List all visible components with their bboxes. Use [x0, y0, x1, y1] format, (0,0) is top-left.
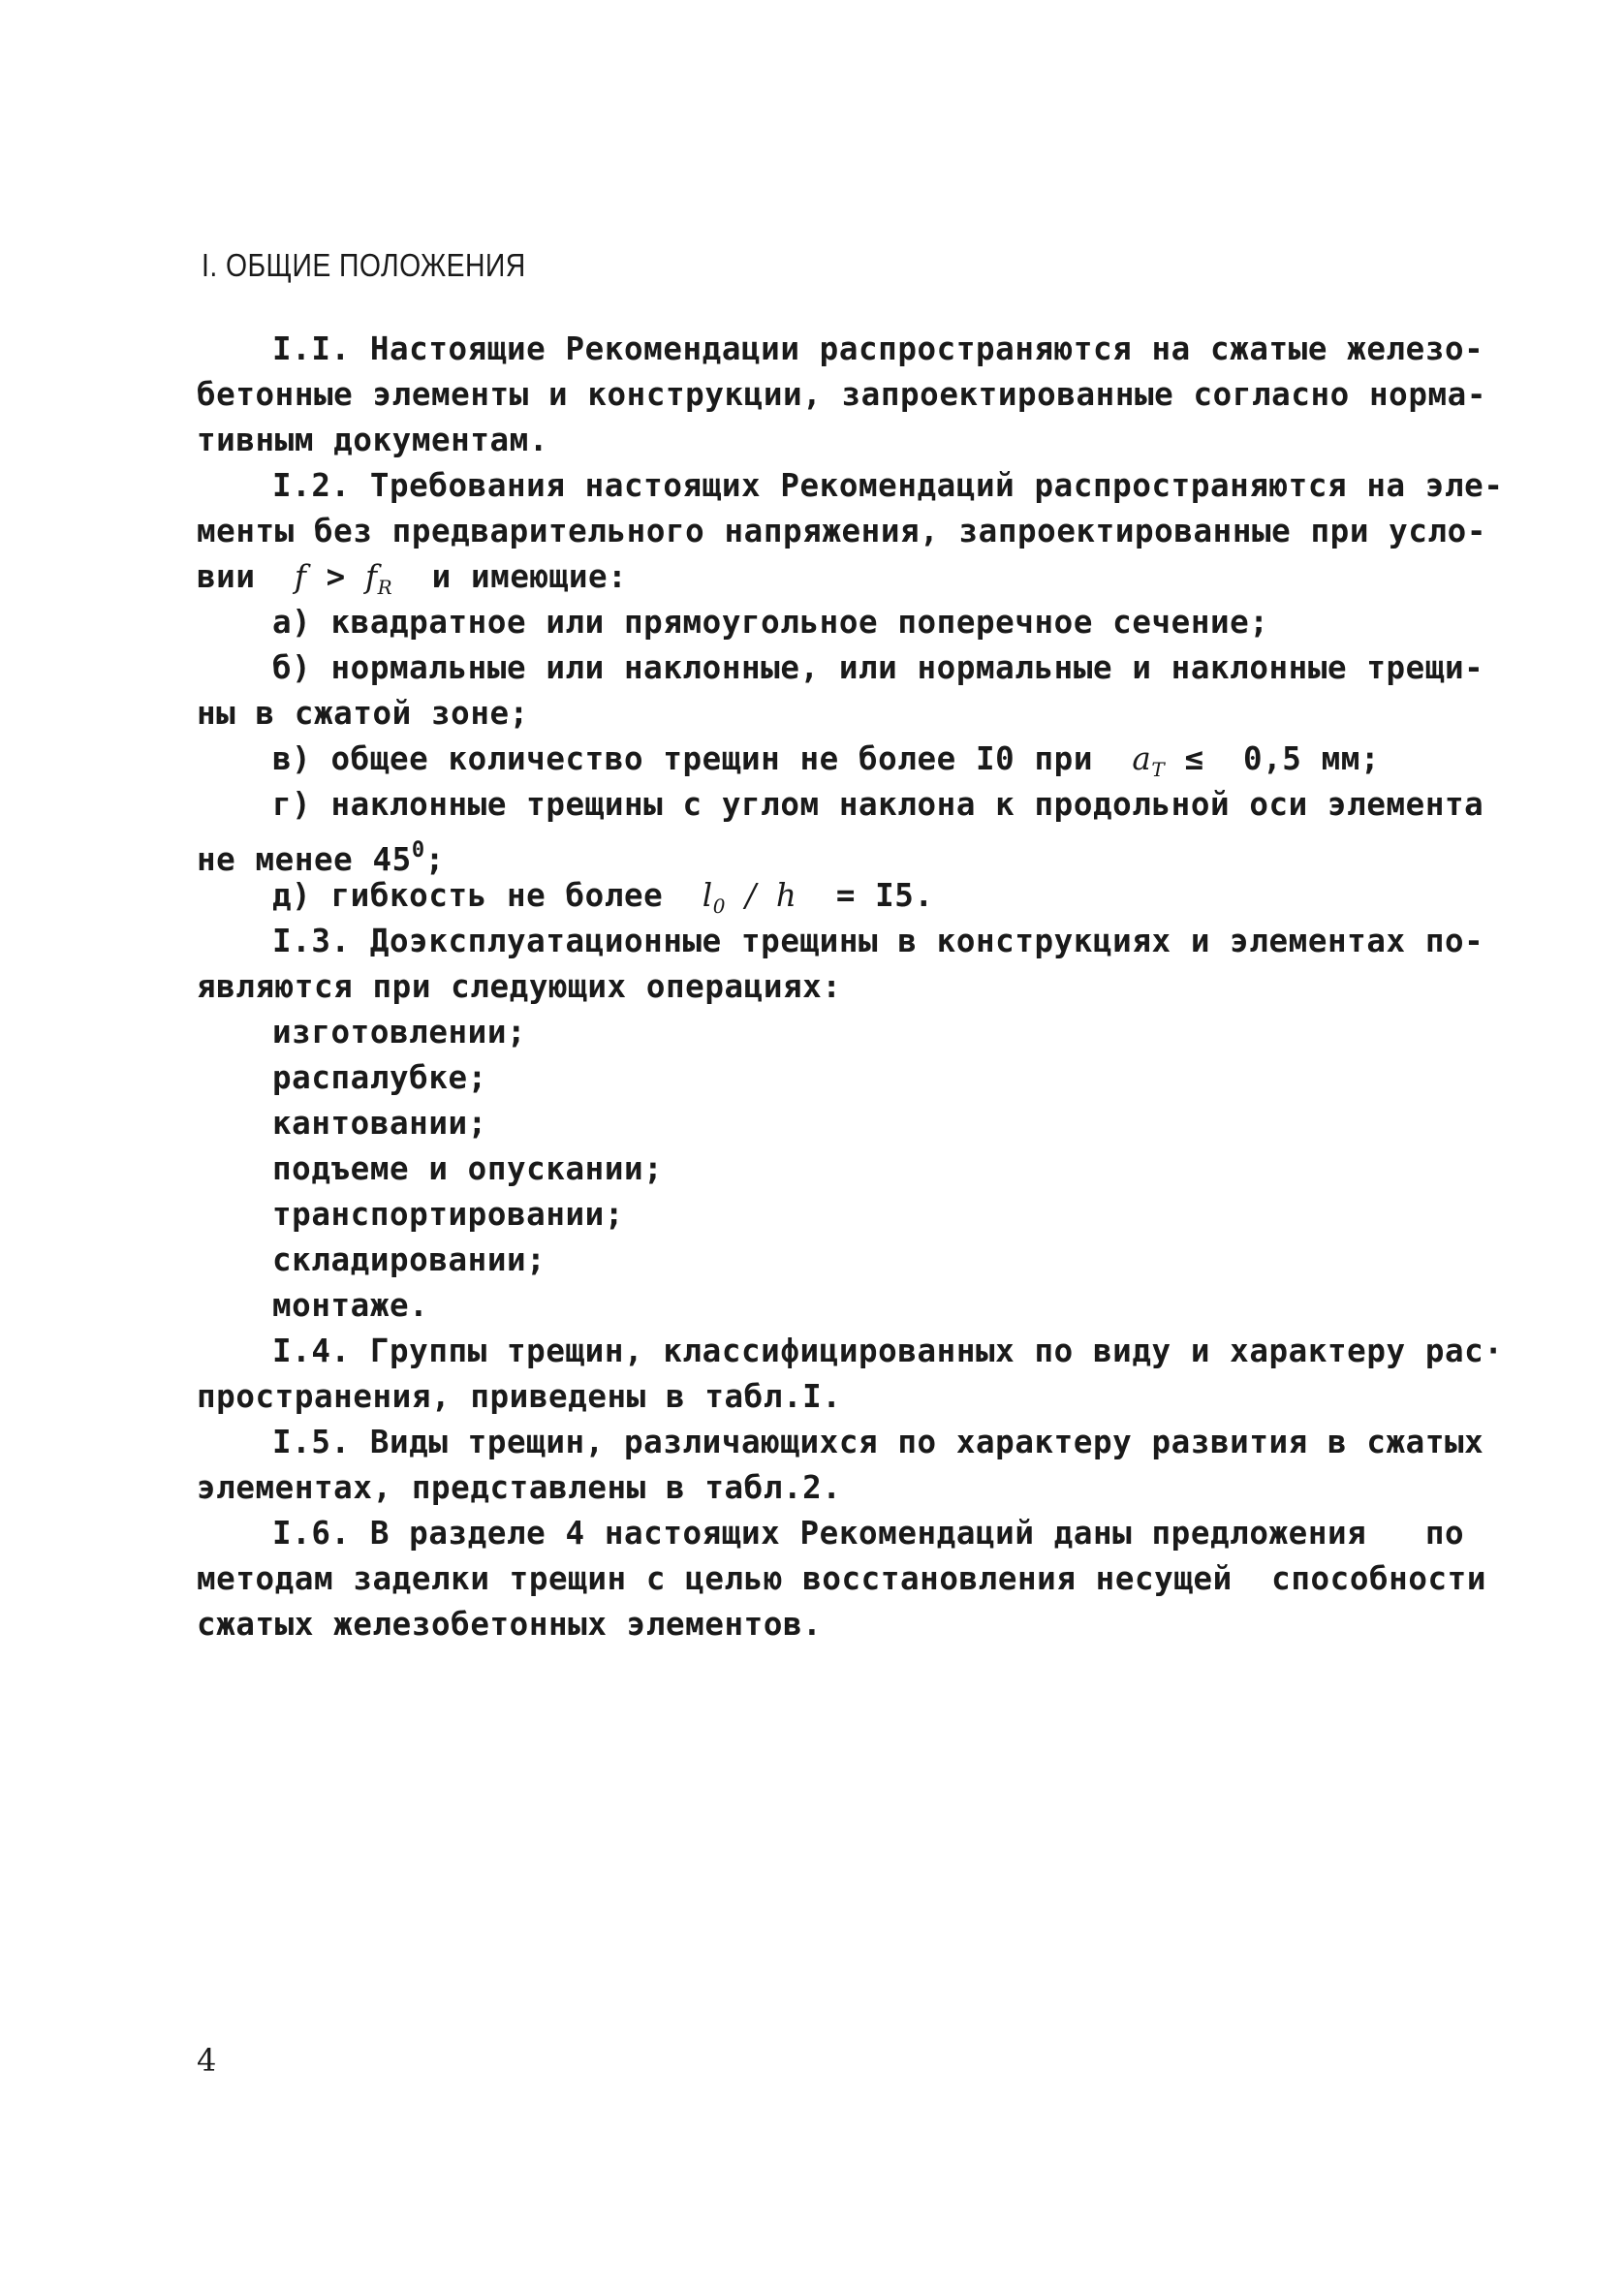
list-item-v — [197, 737, 1447, 782]
list-item-d-text: д) гибкость не более — [272, 877, 664, 914]
list-item-d-value: = I5. — [835, 877, 934, 914]
operation-item: подъеме и опускании; — [272, 1150, 664, 1187]
paragraph-1-5-line-2: элементах, представлены в табл.2. — [197, 1469, 842, 1506]
formula-h: h — [775, 877, 797, 914]
paragraph-1-5-line-1: I.5. Виды трещин, различающихся по характеру развития в сжатых — [272, 1424, 1484, 1460]
paragraph-1-2-line-3 — [197, 554, 1447, 600]
paragraph-1-3-line-2: являются при следующих операциях: — [197, 968, 842, 1005]
formula-slash: / — [745, 877, 757, 914]
paragraph-1-4-line-1: I.4. Группы трещин, классифицированных по виду и характеру рас· — [272, 1333, 1504, 1369]
list-item-g-line-2 — [197, 828, 1447, 878]
operation-item: распалубке; — [272, 1059, 487, 1096]
formula-l0: l — [702, 877, 713, 914]
operation-item: кантовании; — [272, 1105, 487, 1142]
paragraph-1-4-line-2: пространения, приведены в табл.I. — [197, 1378, 842, 1415]
paragraph-1-6-line-3: сжатых железобетонных элементов. — [197, 1606, 823, 1643]
paragraph-1-3-line-1: I.3. Доэксплуатационные трещины в конструкциях и элементах по- — [272, 923, 1484, 959]
paragraph-1-1-line-3: тивным документам. — [197, 422, 548, 458]
paragraph-1-6-line-2: методам заделки трещин с целью восстановления несущей способности — [197, 1560, 1486, 1597]
list-item-g-end: ; — [424, 841, 445, 878]
list-item-v-text: в) общее количество трещин не более I0 при — [272, 740, 1093, 777]
list-item-d — [197, 873, 1447, 919]
formula-f-r-subscript: R — [377, 576, 393, 599]
list-item-g-line-1: г) наклонные трещины с углом наклона к продольной оси элемента — [272, 786, 1484, 823]
condition-prefix: вии — [197, 558, 256, 595]
formula-a-t-subscript: T — [1151, 758, 1166, 781]
operation-item: изготовлении; — [272, 1014, 527, 1051]
operation-item: складировании; — [272, 1241, 547, 1278]
section-heading: I. ОБЩИЕ ПОЛОЖЕНИЯ — [202, 247, 526, 283]
formula-operator: > — [326, 558, 346, 595]
paragraph-1-1-line-1: I.I. Настоящие Рекомендации распространяются на сжатые железо- — [272, 330, 1484, 367]
body-text — [197, 327, 1504, 1647]
degree-superscript: 0 — [411, 838, 425, 863]
paragraph-1-1-line-2: бетонные элементы и конструкции, запроектированные согласно норма- — [197, 376, 1486, 413]
list-item-v-limit: ≤ 0,5 мм; — [1184, 740, 1381, 777]
paragraph-1-2-line-2: менты без предварительного напряжения, запроектированные при усло- — [197, 513, 1486, 549]
formula-f: f — [294, 558, 307, 595]
paragraph-1-6-line-1: I.6. В разделе 4 настоящих Рекомендаций даны предложения по — [272, 1515, 1465, 1552]
formula-f-r: f — [365, 558, 378, 595]
formula-l0-subscript: 0 — [712, 894, 727, 918]
page-number: 4 — [197, 2042, 217, 2079]
formula-a-t: a — [1132, 740, 1152, 777]
condition-suffix: и имеющие: — [431, 558, 628, 595]
list-item-g-angle: не менее 45 — [197, 841, 412, 878]
operation-item: транспортировании; — [272, 1196, 624, 1233]
paragraph-1-2-line-1: I.2. Требования настоящих Рекомендаций распространяются на эле- — [272, 467, 1504, 504]
list-item-b-line-2: ны в сжатой зоне; — [197, 695, 529, 732]
list-item-a: а) квадратное или прямоугольное поперечное сечение; — [272, 604, 1269, 641]
operation-item: монтаже. — [272, 1287, 429, 1324]
list-item-b-line-1: б) нормальные или наклонные, или нормальные и наклонные трещи- — [272, 649, 1484, 686]
